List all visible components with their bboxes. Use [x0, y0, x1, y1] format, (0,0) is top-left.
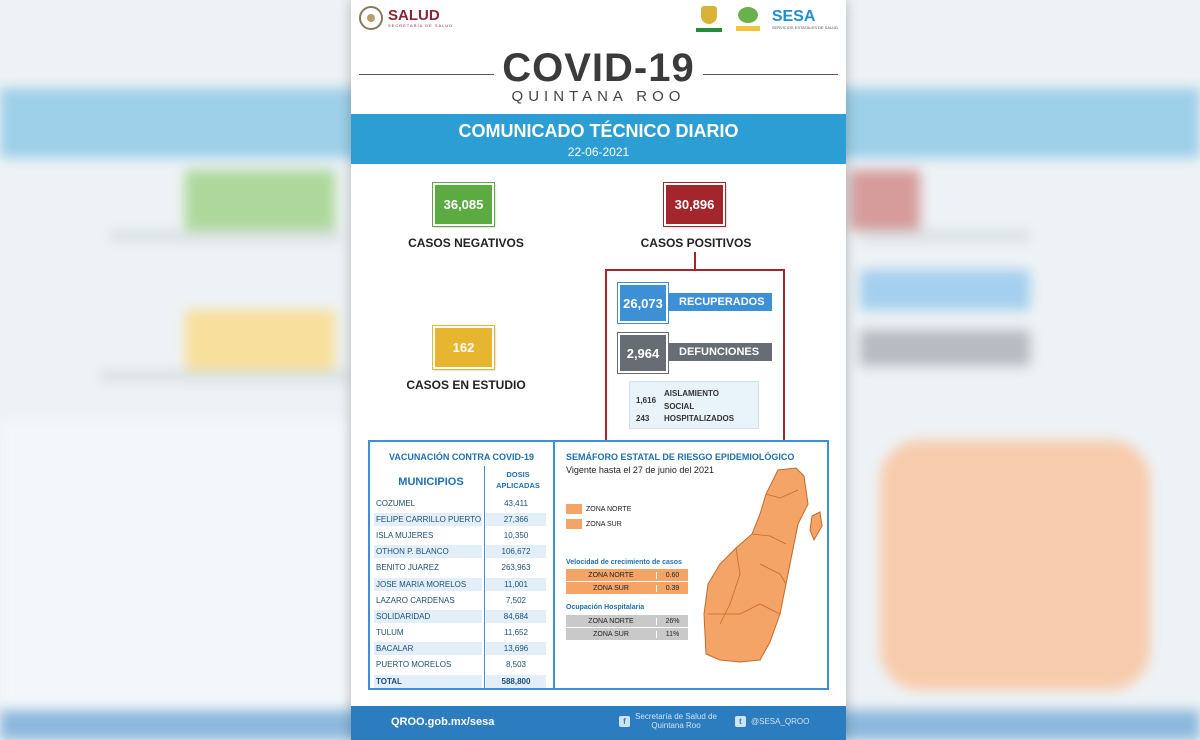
negativos-label: CASOS NEGATIVOS [408, 236, 524, 250]
aislamiento-value: 1,616 [636, 396, 657, 405]
sesa-logo: SESA SERVICIOS ESTATALES DE SALUD [771, 7, 838, 30]
semaforo-vigencia: Vigente hasta el 27 de junio del 2021 [566, 465, 714, 475]
legend-swatch [566, 519, 582, 529]
twitter-icon: t [735, 716, 746, 727]
dosis-cell: 13,696 [486, 642, 546, 655]
twitter-link[interactable]: t @SESA_QROO [735, 716, 809, 727]
page-subtitle: QUINTANA ROO [511, 88, 686, 105]
estudio-label: CASOS EN ESTUDIO [406, 378, 526, 392]
table-row [374, 560, 550, 576]
table-row [374, 511, 550, 527]
vaccination-title: VACUNACIÓN CONTRA COVID-19 [388, 452, 534, 462]
mexico-seal-icon [359, 6, 383, 30]
legend-zona-norte: ZONA NORTE [566, 504, 631, 514]
header-logos [351, 0, 846, 40]
municipio-cell: JOSE MARIA MORELOS [374, 578, 482, 591]
ocupacion-title: Ocupación Hospitalaria [566, 604, 645, 611]
municipio-cell: OTHON P. BLANCO [374, 545, 482, 558]
table-row [374, 592, 550, 608]
total-row [374, 673, 550, 689]
ocupacion-table [566, 615, 688, 641]
municipio-cell: COZUMEL [376, 498, 416, 508]
dosis-cell: 263,963 [501, 563, 531, 573]
semaforo-title: SEMÁFORO ESTATAL DE RIESGO EPIDEMIOLÓGICO [566, 452, 795, 462]
dosis-cell: 10,350 [503, 530, 529, 540]
velocidad-table [566, 569, 688, 595]
dosis-cell: 27,366 [486, 513, 546, 526]
hospitalizados-label: HOSPITALIZADOS [664, 414, 735, 423]
table-row: ZONA SUR 0.39 [566, 582, 688, 595]
table-row: ZONA NORTE 0.60 [566, 569, 688, 582]
quintana-roo-logo-icon [694, 4, 724, 34]
footer-url[interactable]: QROO.gob.mx/sesa [391, 716, 495, 728]
municipio-cell: BENITO JUAREZ [376, 563, 439, 573]
dosis-header: DOSIS APLICADAS [496, 470, 540, 490]
defunciones-value: 2,964 [618, 333, 668, 373]
negativos-value: 36,085 [433, 183, 494, 226]
table-row [374, 608, 550, 624]
municipio-cell: SOLIDARIDAD [374, 610, 482, 623]
aislamiento-label: AISLAMIENTO SOCIAL [664, 389, 719, 411]
facebook-link[interactable]: f Secretaría de Salud de Quintana Roo [619, 712, 717, 730]
estudio-value: 162 [433, 326, 494, 369]
banner-title: COMUNICADO TÉCNICO DIARIO [458, 121, 739, 141]
positivos-label: CASOS POSITIVOS [640, 236, 752, 250]
facebook-icon: f [619, 716, 630, 727]
dosis-cell: 588,800 [486, 675, 546, 688]
recuperados-label: RECUPERADOS [669, 293, 772, 311]
municipio-cell: FELIPE CARRILLO PUERTO [376, 514, 482, 524]
table-row: ZONA NORTE 26% [566, 615, 688, 628]
dosis-cell: 84,684 [486, 610, 546, 623]
salud-logo: SALUD SECRETARÍA DE SALUD [359, 6, 453, 30]
footer [351, 706, 846, 740]
page-title: COVID-19 [502, 46, 695, 90]
positivos-value: 30,896 [664, 183, 725, 226]
table-row [374, 495, 550, 511]
banner-date: 22-06-2021 [567, 145, 630, 159]
dosis-cell: 7,502 [505, 595, 527, 605]
dosis-cell: 8,503 [505, 660, 527, 670]
table-row [374, 641, 550, 657]
municipio-cell: PUERTO MORELOS [376, 660, 452, 670]
title-area [351, 44, 846, 110]
municipio-cell: TOTAL [374, 675, 482, 688]
bottom-panel [368, 440, 829, 690]
hospitalizados-value: 243 [636, 414, 650, 423]
vaccination-rows [374, 495, 550, 689]
table-row [374, 625, 550, 641]
recuperados-value: 26,073 [618, 283, 668, 323]
table-row [374, 527, 550, 543]
municipio-cell: LAZARO CARDENAS [376, 595, 455, 605]
dosis-cell: 106,672 [486, 545, 546, 558]
dosis-cell: 11,001 [486, 578, 546, 591]
table-row: ZONA SUR 11% [566, 628, 688, 641]
vaccination-table [370, 442, 555, 688]
report-banner [351, 114, 846, 164]
quintana-roo-map [700, 464, 832, 664]
semaforo-section [566, 442, 831, 688]
table-row [374, 544, 550, 560]
covid-report-poster [351, 0, 846, 740]
table-row [374, 576, 550, 592]
municipio-cell: BACALAR [374, 642, 482, 655]
dosis-cell: 43,411 [504, 498, 528, 508]
municipios-header: MUNICIPIOS [398, 476, 464, 488]
municipio-cell: ISLA MUJERES [376, 530, 434, 540]
legend-zona-sur: ZONA SUR [566, 519, 622, 529]
velocidad-title: Velocidad de crecimiento de casos [566, 559, 682, 566]
hospital-status-box [629, 381, 759, 429]
municipio-cell: TULUM [376, 628, 404, 638]
legend-swatch [566, 504, 582, 514]
table-row [374, 657, 550, 673]
dosis-cell: 11,652 [504, 628, 528, 638]
defunciones-label: DEFUNCIONES [669, 343, 772, 361]
connector-line [694, 252, 696, 270]
salud-y-bienestar-logo-icon [734, 5, 762, 33]
